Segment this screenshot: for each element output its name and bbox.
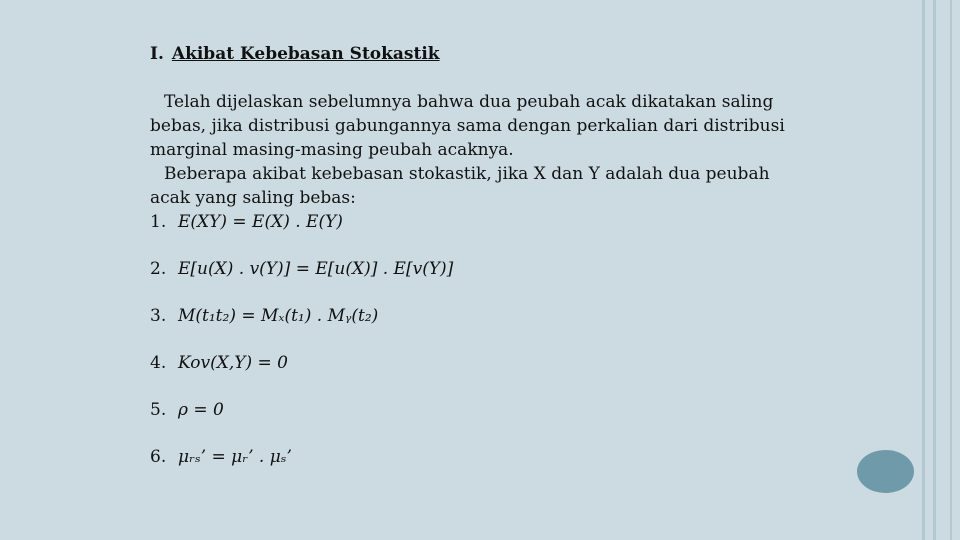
item-number: 4. [150, 353, 167, 373]
item-formula: M(t₁t₂) = Mₓ(t₁) . Mᵧ(t₂) [178, 306, 379, 326]
section-heading [150, 42, 810, 66]
heading-number: I. [150, 44, 164, 64]
item-number: 5. [150, 400, 167, 420]
item-number: 1. [150, 212, 167, 232]
item-number: 2. [150, 259, 167, 279]
heading-text: Akibat Kebebasan Stokastik [171, 44, 440, 64]
item-formula: ρ = 0 [178, 400, 224, 420]
item-formula: E[u(X) . v(Y)] = E[u(X)] . E[v(Y)] [178, 259, 454, 279]
decor-line [922, 0, 925, 540]
decor-line [933, 0, 936, 540]
item-number: 6. [150, 447, 167, 467]
list-item [150, 351, 810, 375]
consequence-list [150, 210, 810, 469]
paragraph: Beberapa akibat kebebasan stokastik, jika X dan Y adalah dua peubah acak yang saling bebas: [150, 164, 770, 208]
decor-line [950, 0, 952, 540]
list-item [150, 257, 810, 281]
list-item [150, 304, 810, 328]
item-formula: E(XY) = E(X) . E(Y) [178, 212, 343, 232]
paragraph: Telah dijelaskan sebelumnya bahwa dua peubah acak dikatakan saling bebas, jika distribusi gabungannya sama dengan perkalian dari distribusi marginal masing-masing peubah acaknya. [150, 92, 785, 160]
list-item [150, 210, 810, 234]
decor-circle [857, 450, 914, 493]
list-item [150, 445, 810, 469]
body-text [150, 90, 810, 210]
item-number: 3. [150, 306, 167, 326]
slide-content [150, 42, 810, 486]
item-formula: μᵣₛ’ = μᵣ’ . μₛ’ [178, 447, 292, 467]
item-formula: Kov(X,Y) = 0 [178, 353, 288, 373]
list-item [150, 398, 810, 422]
